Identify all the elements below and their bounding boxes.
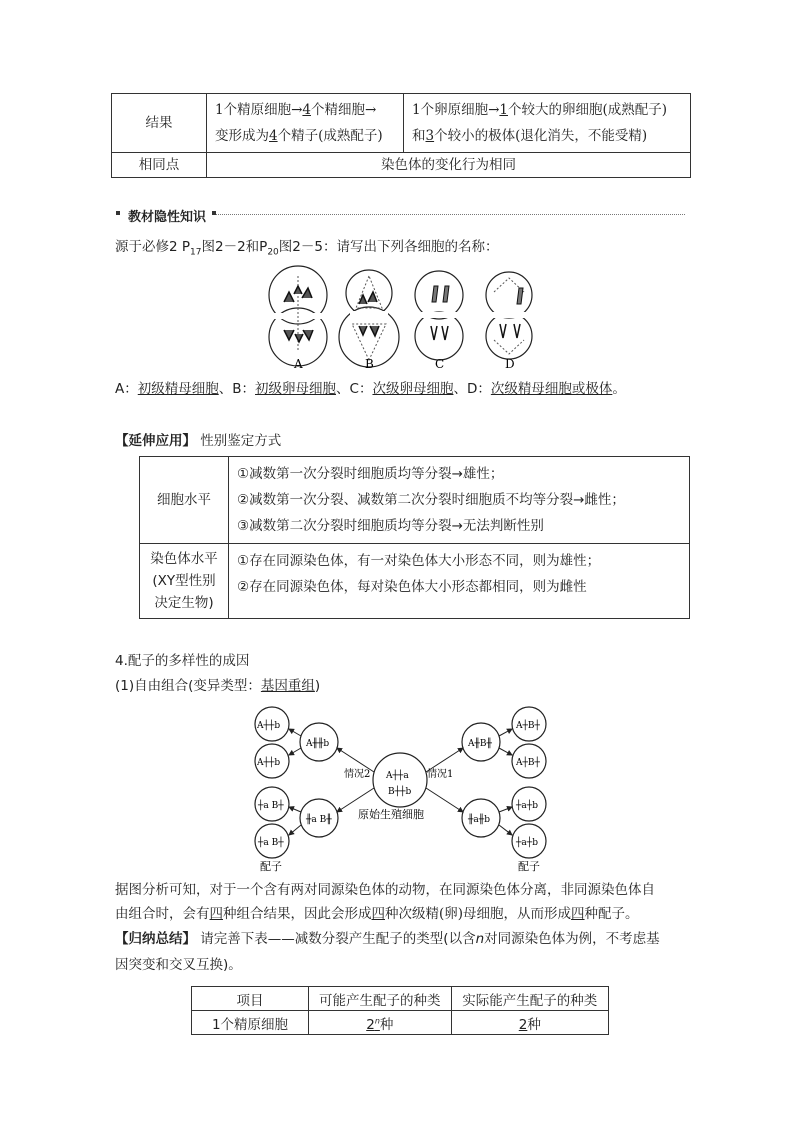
label-line: 决定生物) bbox=[154, 595, 214, 611]
fill-blank: 四 bbox=[571, 906, 585, 922]
cell-text: 个较大的卵细胞(成熟配子) bbox=[508, 102, 668, 118]
label-c: C bbox=[435, 357, 445, 371]
base: 2 bbox=[366, 1016, 375, 1033]
list-item: ②减数第一次分裂、减数第二次分裂时细胞质不均等分裂→雌性； bbox=[237, 492, 625, 508]
table-row bbox=[140, 544, 690, 619]
column-header: 可能产生配子的种类 bbox=[309, 987, 452, 1011]
fill-blank: 1 bbox=[499, 102, 508, 118]
text: ) bbox=[314, 678, 321, 694]
cell-text: 1个卵原细胞→ bbox=[412, 102, 500, 118]
svg-text:A┼B┼: A┼B┼ bbox=[516, 721, 540, 731]
svg-text:┼a B┼: ┼a B┼ bbox=[258, 801, 284, 811]
section4-heading: 4.配子的多样性的成因 bbox=[115, 653, 250, 669]
svg-text:┼a┼b: ┼a┼b bbox=[516, 838, 538, 848]
cell-c bbox=[415, 271, 463, 360]
text: 图2－2和P bbox=[201, 239, 268, 255]
unit: 种 bbox=[527, 1016, 541, 1033]
common-value: 染色体的变化行为相同 bbox=[207, 153, 691, 178]
text: 。 bbox=[612, 381, 626, 397]
dotted-rule bbox=[215, 214, 685, 215]
svg-text:A╫B╫: A╫B╫ bbox=[468, 739, 492, 749]
fill-blank: 四 bbox=[371, 906, 385, 922]
column-header: 项目 bbox=[192, 987, 309, 1011]
list-item: ②存在同源染色体，每对染色体大小形态都相同，则为雌性 bbox=[237, 579, 587, 595]
fill-blank: 4 bbox=[269, 128, 278, 144]
variable-n: n bbox=[475, 931, 485, 947]
svg-text:A┼┼b: A┼┼b bbox=[257, 758, 281, 768]
svg-text:A┼┼b: A┼┼b bbox=[257, 721, 281, 731]
extension-heading bbox=[115, 431, 281, 451]
svg-text:╫a╫b: ╫a╫b bbox=[468, 815, 490, 825]
svg-text:┼a B┼: ┼a B┼ bbox=[258, 838, 284, 848]
cell-text: 个精子(成熟配子) bbox=[277, 128, 383, 144]
title: 性别鉴定方式 bbox=[200, 433, 282, 449]
source-line bbox=[115, 237, 498, 263]
fill-blank: 4 bbox=[302, 102, 311, 118]
svg-text:A┼B┼: A┼B┼ bbox=[516, 758, 540, 768]
unit: 种 bbox=[379, 1016, 394, 1033]
left-gamete-label: 配子 bbox=[260, 860, 282, 873]
row-label-result: 结果 bbox=[112, 94, 207, 153]
fill-blank: 四 bbox=[209, 906, 223, 922]
cell-text: 个精细胞→ bbox=[311, 102, 377, 118]
possible-count bbox=[309, 1011, 452, 1035]
text: 、D： bbox=[453, 381, 491, 397]
list-item: ③减数第二次分裂时细胞质均等分裂→无法判断性别 bbox=[237, 518, 544, 534]
right-gamete-label: 配子 bbox=[518, 860, 540, 873]
fill-blank bbox=[366, 1017, 380, 1033]
svg-text:B┼┼b: B┼┼b bbox=[388, 787, 412, 797]
label-line: (XY型性别 bbox=[152, 573, 216, 589]
actual-count bbox=[451, 1011, 608, 1035]
cell-text: 和 bbox=[412, 128, 426, 144]
analysis-line-1: 据图分析可知，对于一个含有两对同源染色体的动物，在同源染色体分离，非同源染色体自 bbox=[115, 882, 655, 898]
gamete-diagram bbox=[240, 704, 560, 876]
text: 、C： bbox=[336, 381, 373, 397]
text: 请完善下表——减数分裂产生配子的类型(以含 bbox=[200, 931, 476, 947]
comparison-table bbox=[111, 93, 691, 178]
tag: 【归纳总结】 bbox=[115, 931, 196, 947]
subscript: 17 bbox=[190, 247, 202, 258]
cell-b bbox=[339, 270, 399, 367]
text: 种组合结果，因此会形成 bbox=[223, 906, 372, 922]
gamete-types-table bbox=[191, 986, 609, 1035]
bullet-square bbox=[116, 211, 120, 215]
center-cell-label: 原始生殖细胞 bbox=[358, 808, 424, 821]
section4-subheading bbox=[115, 676, 320, 696]
case2-label: 情况2 bbox=[344, 769, 371, 780]
tag: 【延伸应用】 bbox=[115, 433, 196, 449]
row-content bbox=[229, 457, 690, 544]
summary-line-1 bbox=[115, 929, 660, 949]
row-label-common: 相同点 bbox=[112, 153, 207, 178]
fill-blank: 基因重组 bbox=[260, 678, 315, 694]
table-row bbox=[112, 94, 691, 153]
text: 由组合时，会有 bbox=[115, 906, 210, 922]
section-header bbox=[115, 206, 685, 225]
cell-text: 个较小的极体(退化消失，不能受精) bbox=[434, 128, 648, 144]
fill-blank: 次级精母细胞或极体 bbox=[490, 381, 613, 397]
fill-blank: 3 bbox=[425, 128, 435, 144]
sex-identification-table bbox=[139, 456, 690, 619]
fill-blank: 2 bbox=[518, 1016, 528, 1033]
analysis-line-2 bbox=[115, 904, 639, 924]
table-row bbox=[140, 457, 690, 544]
label-a: A bbox=[294, 357, 303, 371]
answers-line bbox=[115, 379, 626, 399]
column-header: 实际能产生配子的种类 bbox=[451, 987, 608, 1011]
row-label: 1个精原细胞 bbox=[192, 1011, 309, 1035]
svg-text:╫a B╫: ╫a B╫ bbox=[306, 815, 332, 825]
svg-text:A┼┼a: A┼┼a bbox=[386, 771, 409, 781]
fill-blank: 次级卵母细胞 bbox=[372, 381, 454, 397]
text: 、B： bbox=[218, 381, 256, 397]
text: 图2－5：请写出下列各细胞的名称： bbox=[278, 239, 499, 255]
male-result-cell bbox=[207, 94, 404, 153]
label-d: D bbox=[505, 357, 515, 371]
text: 源于必修2 P bbox=[115, 239, 191, 255]
section-title: 教材隐性知识 bbox=[128, 206, 210, 225]
text: 种配子。 bbox=[584, 906, 639, 922]
bullet-square bbox=[212, 211, 216, 215]
cell-text: 1个精原细胞→ bbox=[215, 102, 303, 118]
cell-text: 变形成为 bbox=[215, 128, 269, 144]
female-result-cell bbox=[404, 94, 691, 153]
summary-line-2: 因突变和交叉互换)。 bbox=[115, 957, 242, 973]
fill-blank: 初级卵母细胞 bbox=[255, 381, 337, 397]
cell-division-figure bbox=[262, 264, 542, 372]
row-content bbox=[229, 544, 690, 619]
table-row bbox=[112, 153, 691, 178]
label-b: B bbox=[365, 357, 374, 371]
text: A： bbox=[115, 381, 138, 397]
text: 种次级精(卵)母细胞，从而形成 bbox=[385, 906, 572, 922]
list-item: ①减数第一次分裂时细胞质均等分裂→雄性； bbox=[237, 466, 504, 482]
exponent: n bbox=[374, 1016, 380, 1025]
fill-blank: 初级精母细胞 bbox=[137, 381, 219, 397]
text: (1)自由组合(变异类型： bbox=[115, 678, 261, 694]
svg-text:┼a┼b: ┼a┼b bbox=[516, 801, 538, 811]
list-item: ①存在同源染色体，有一对染色体大小形态不同，则为雄性； bbox=[237, 553, 601, 569]
text: 对同源染色体为例，不考虑基 bbox=[484, 931, 660, 947]
row-label: 细胞水平 bbox=[140, 457, 229, 544]
case1-label: 情况1 bbox=[427, 769, 454, 780]
table-header-row bbox=[192, 987, 609, 1011]
cell-a bbox=[269, 266, 327, 366]
row-label bbox=[140, 544, 229, 619]
cell-d bbox=[486, 272, 532, 359]
table-row bbox=[192, 1011, 609, 1035]
subscript: 20 bbox=[267, 247, 279, 258]
svg-text:A╫╫b: A╫╫b bbox=[306, 739, 330, 749]
label-line: 染色体水平 bbox=[150, 551, 218, 567]
